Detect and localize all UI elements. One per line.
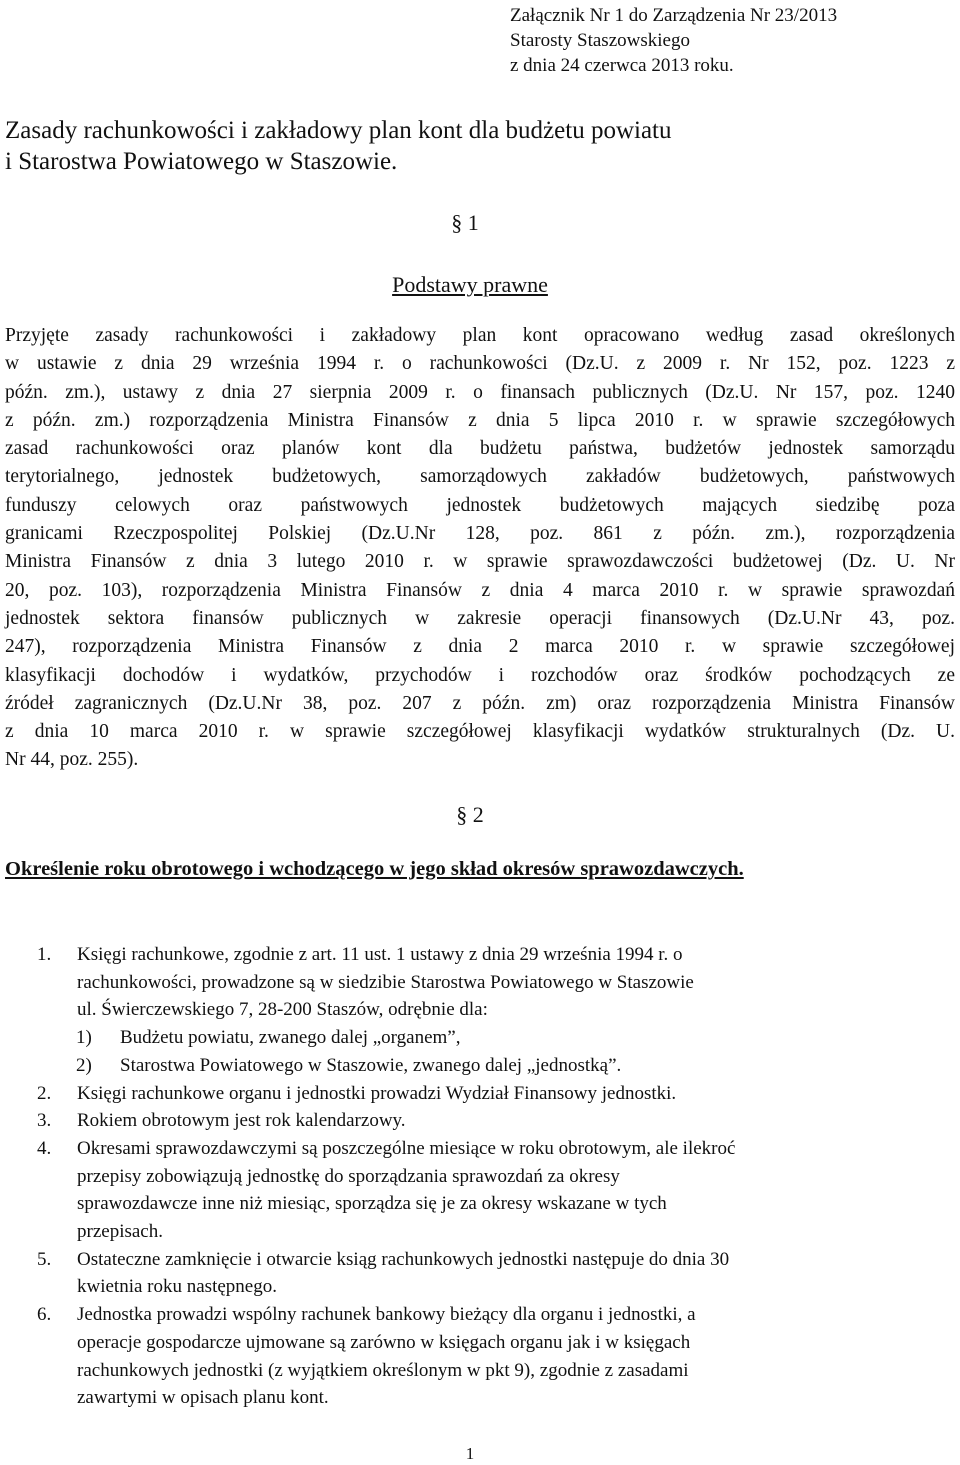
list-item-line: zawartymi w opisach planu kont.	[77, 1387, 329, 1409]
sub-item-text: Starostwa Powiatowego w Staszowie, zwanego dalej „jednostką”.	[120, 1054, 622, 1076]
sub-item-number: 1)	[76, 1027, 92, 1049]
sub-list-item	[37, 1024, 937, 1052]
paragraph-line: 20, poz. 103), rozporządzenia Ministra Finansów z dnia 4 marca 2010 r. w sprawie sprawozdań	[5, 579, 955, 601]
list-item-number: 4.	[37, 1137, 52, 1159]
paragraph-line: terytorialnego, jednostek budżetowych, samorządowych zakładów budżetowych, państwowych	[5, 466, 955, 488]
list-item-line: Okresami sprawozdawczymi są poszczególne miesiące w roku obrotowym, ale ilekroć	[77, 1137, 736, 1159]
attachment-note-line: Załącznik Nr 1 do Zarządzenia Nr 23/2013	[510, 5, 838, 26]
sub-item-number: 2)	[76, 1054, 92, 1076]
page-number: 1	[465, 1444, 475, 1463]
list-item-line: kwietnia roku następnego.	[77, 1276, 277, 1298]
list-item-line: przepisach.	[77, 1221, 163, 1243]
attachment-note-line: z dnia 24 czerwca 2013 roku.	[510, 55, 734, 76]
paragraph-line: Ministra Finansów z dnia 3 lutego 2010 r. w sprawie sprawozdawczości budżetowej (Dz. U. Nr	[5, 551, 955, 573]
list-item-line: Księgi rachunkowe, zgodnie z art. 11 ust. 1 ustawy z dnia 29 września 1994 r. o	[77, 944, 683, 965]
list-item-line: rachunkowych jednostki (z wyjątkiem określonym w pkt 9), zgodnie z zasadami	[77, 1359, 689, 1381]
list-item-number: 1.	[37, 944, 52, 965]
document-title	[5, 115, 905, 177]
list-item-line: ul. Świerczewskiego 7, 28-200 Staszów, odrębnie dla:	[77, 999, 488, 1021]
paragraph-line: jednostek sektora finansów publicznych w zakresie operacji finansowych (Dz.U.Nr 43, poz.	[5, 607, 955, 629]
paragraph-line: Przyjęte zasady rachunkowości i zakładowy plan kont opracowano według zasad określonych	[5, 325, 955, 346]
list-item-line: Ostateczne zamknięcie i otwarcie ksiąg rachunkowych jednostki następuje do dnia 30	[77, 1248, 730, 1270]
paragraph-line: Nr 44, poz. 255).	[5, 749, 139, 771]
document-title-line: i Starostwa Powiatowego w Staszowie.	[5, 148, 398, 175]
list-item-number: 6.	[37, 1304, 52, 1326]
list-item-line: Jednostka prowadzi wspólny rachunek bankowy bieżący dla organu i jednostki, a	[77, 1304, 696, 1326]
list-item-number: 5.	[37, 1248, 52, 1270]
sub-list-item	[37, 1052, 937, 1080]
list-item	[37, 1246, 937, 1301]
legal-basis-paragraph	[5, 322, 955, 775]
paragraph-line: zasad rachunkowości oraz planów kont dla budżetu państwa, budżetów jednostek samorządu	[5, 438, 955, 460]
list-item	[37, 1301, 937, 1412]
paragraph-line: klasyfikacji dochodów i wydatków, przychodów i rozchodów oraz środków pochodzących ze	[5, 664, 955, 686]
list-item	[37, 1107, 937, 1135]
numbered-list	[37, 941, 937, 1412]
list-item	[37, 1080, 937, 1108]
section-2-mark: § 2	[456, 802, 484, 827]
list-item	[37, 1135, 937, 1246]
list-item-number: 3.	[37, 1110, 52, 1132]
list-item-line: sprawozdawcze inne niż miesiąc, sporządza się je za okresy wskazane w tych	[77, 1193, 667, 1215]
attachment-note-line: Starosty Staszowskiego	[510, 30, 690, 51]
document-title-line: Zasady rachunkowości i zakładowy plan kont dla budżetu powiatu	[5, 117, 672, 144]
list-item-line: rachunkowości, prowadzone są w siedzibie Starostwa Powiatowego w Staszowie	[77, 971, 694, 993]
paragraph-line: z dnia 10 marca 2010 r. w sprawie szczegółowej klasyfikacji wydatków strukturalnych (Dz. U.	[5, 721, 955, 743]
attachment-note	[510, 3, 837, 78]
section-1-mark: § 1	[451, 210, 479, 235]
list-item-line: przepisy zobowiązują jednostkę do sporządzania sprawozdań za okresy	[77, 1165, 620, 1187]
list-item	[37, 941, 937, 1024]
paragraph-line: granicami Rzeczpospolitej Polskiej (Dz.U.Nr 128, poz. 861 z późn. zm.), rozporządzenia	[5, 523, 955, 545]
paragraph-line: 247), rozporządzenia Ministra Finansów z dnia 2 marca 2010 r. w sprawie szczegółowej	[5, 636, 955, 658]
section-2-heading: Określenie roku obrotowego i wchodzącego w jego skład okresów sprawozdawczych.	[5, 858, 744, 880]
list-item-line: operacje gospodarcze ujmowane są zarówno w księgach organu jak i w księgach	[77, 1331, 691, 1353]
list-item-line: Rokiem obrotowym jest rok kalendarzowy.	[77, 1110, 406, 1132]
section-1-heading: Podstawy prawne	[392, 272, 548, 297]
paragraph-line: z późn. zm.) rozporządzenia Ministra Finansów z dnia 5 lipca 2010 r. w sprawie szczegółowych	[5, 409, 955, 431]
list-item-number: 2.	[37, 1082, 52, 1104]
paragraph-line: w ustawie z dnia 29 września 1994 r. o rachunkowości (Dz.U. z 2009 r. Nr 152, poz. 1223 z	[5, 353, 955, 375]
paragraph-line: źródeł zagranicznych (Dz.U.Nr 38, poz. 207 z późn. zm) oraz rozporządzenia Ministra Finansów	[5, 692, 955, 714]
list-item-line: Księgi rachunkowe organu i jednostki prowadzi Wydział Finansowy jednostki.	[77, 1082, 677, 1104]
paragraph-line: późn. zm.), ustawy z dnia 27 sierpnia 2009 r. o finansach publicznych (Dz.U. Nr 157, poz. 1240	[5, 381, 955, 403]
paragraph-line: funduszy celowych oraz państwowych jednostek budżetowych mających siedzibę poza	[5, 494, 955, 516]
sub-item-text: Budżetu powiatu, zwanego dalej „organem”,	[120, 1027, 461, 1049]
